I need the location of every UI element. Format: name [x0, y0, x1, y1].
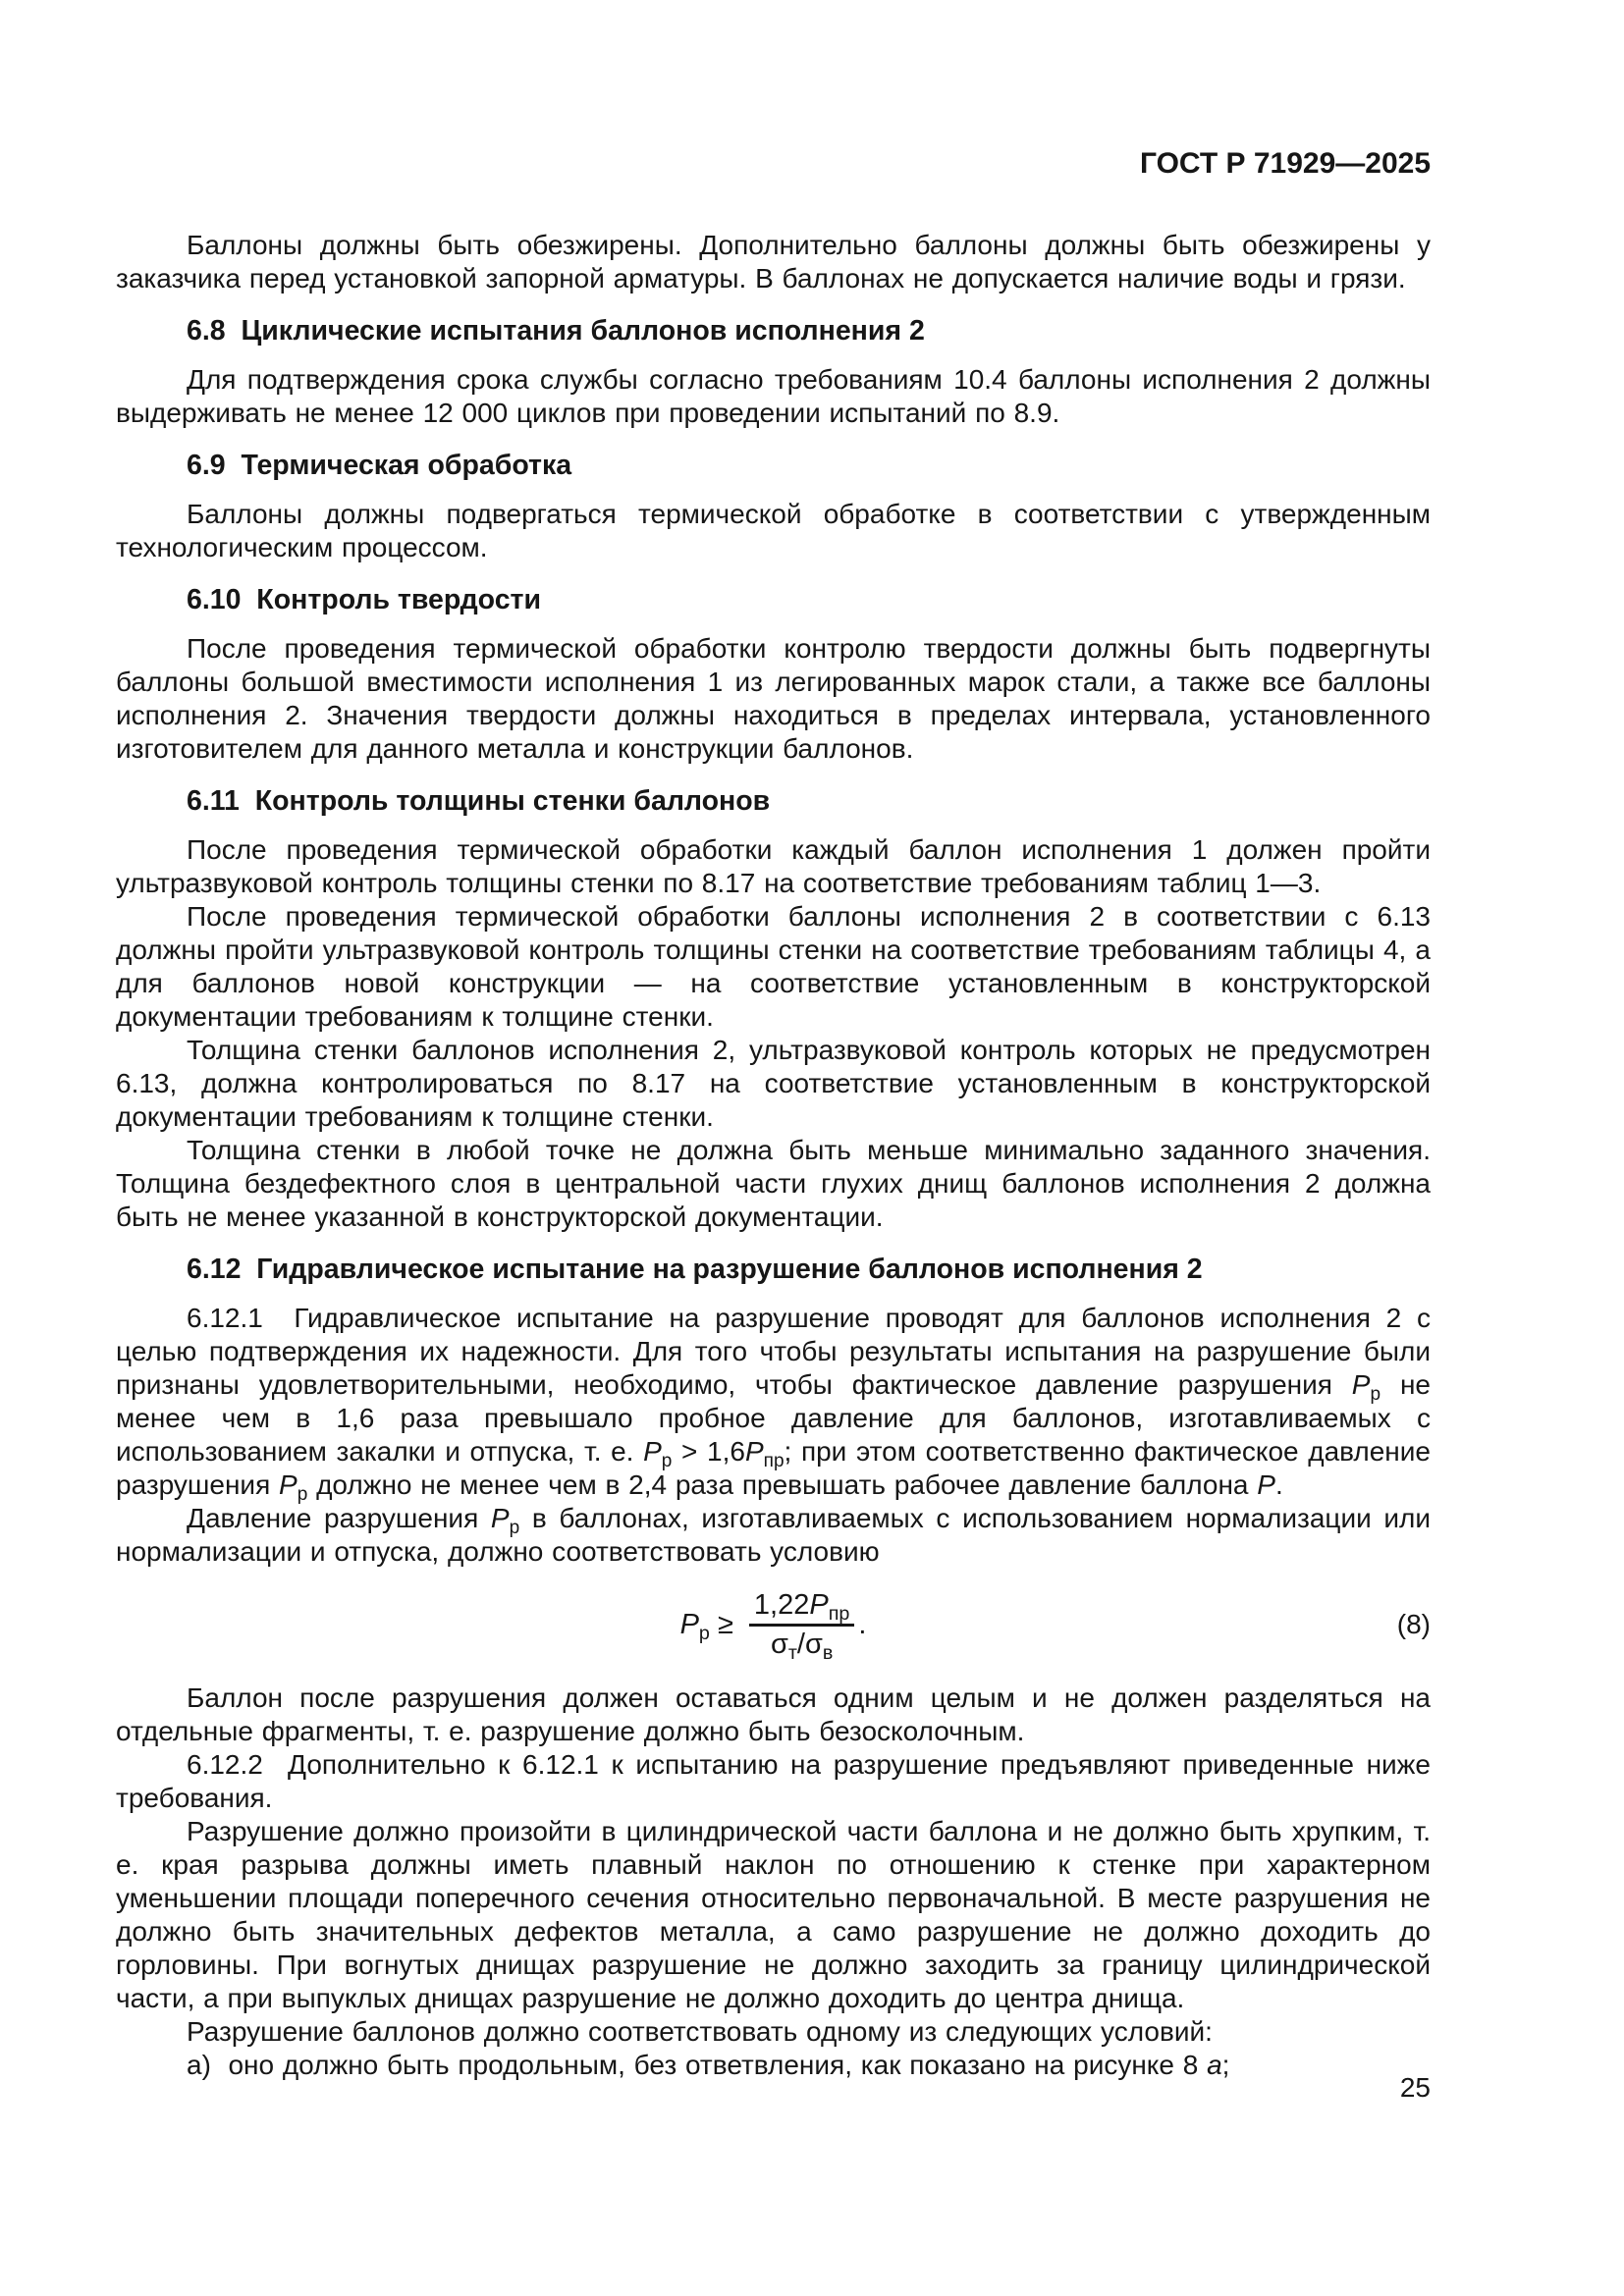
paragraph-cyclic-tests: Для подтверждения срока службы согласно требованиям 10.4 баллоны исполнения 2 должны выдерживать не менее 12 000 циклов при проведении испытаний по 8.9.	[116, 364, 1431, 428]
paragraph-wall-thickness-4: Толщина стенки в любой точке не должна быть меньше минимально заданного значения. Толщина бездефектного слоя в центральной части глухих днищ баллонов исполнения 2 должна быть не менее указанной в конструкторской документации.	[116, 1135, 1431, 1232]
heading-6-12: 6.12 Гидравлическое испытание на разрушение баллонов исполнения 2	[187, 1254, 1203, 1285]
paragraph-wall-thickness-1: После проведения термической обработки каждый баллон исполнения 1 должен пройти ультразвуковой контроль толщины стенки по 8.17 на соответствие требованиям таблиц 1—3.	[116, 834, 1431, 898]
heading-6-8: 6.8 Циклические испытания баллонов исполнения 2	[187, 315, 925, 347]
formula-numerator: $1,22P_{пр}$	[749, 1589, 854, 1627]
formula-expression	[679, 1589, 867, 1664]
page-number: 25	[1399, 2072, 1431, 2103]
paragraph-degreasing: Баллоны должны быть обезжирены. Дополнительно баллоны должны быть обезжирены у заказчика перед установкой запорной арматуры. В баллонах не допускается наличие воды и грязи.	[116, 230, 1431, 294]
paragraph-no-fragments: Баллон после разрушения должен оставаться одним целым и не должен разделяться на отдельные фрагменты, т. е. разрушение должно быть безосколочным.	[116, 1682, 1431, 1746]
list-item-a: а) оно должно быть продольным, без ответвления, как показано на рисунке 8 а;	[187, 2050, 1230, 2080]
formula-8	[116, 1581, 1431, 1668]
paragraph-burst-pressure-condition: Давление разрушения $P_р$ в баллонах, изготавливаемых с использованием нормализации или нормализации и отпуска, должно соответствовать условию	[116, 1503, 1432, 1567]
paragraph-wall-thickness-2: После проведения термической обработки баллоны исполнения 2 в соответствии с 6.13 должны пройти ультразвуковой контроль толщины стенки на соответствие требованиям таблицы 4, а для баллонов новой конструкции — на соответствие установленным в конструкторской документации требованиям к толщине стенки.	[116, 901, 1431, 1032]
formula-fraction	[749, 1589, 854, 1664]
heading-6-10: 6.10 Контроль твердости	[187, 584, 542, 615]
paragraph-rupture-conditions-intro: Разрушение баллонов должно соответствовать одному из следующих условий:	[187, 2016, 1213, 2047]
paragraph-heat-treatment: Баллоны должны подвергаться термической обработке в соответствии с утвержденным технологическим процессом.	[116, 499, 1431, 562]
formula-left-side: $P_р$ ≥	[679, 1609, 741, 1644]
paragraph-6-12-2-requirements: 6.12.2 Дополнительно к 6.12.1 к испытанию на разрушение предъявляют приведенные ниже требования.	[116, 1749, 1431, 1813]
formula-denominator: $\sigma_т/\sigma_в$	[770, 1629, 834, 1664]
paragraph-6-12-1-burst-test: 6.12.1 Гидравлическое испытание на разрушение проводят для баллонов исполнения 2 с целью подтверждения их надежности. Для того чтобы результаты испытания на разрушение были признаны удовлетворительными, необходимо, чтобы фактическое давление разрушения $P_р$ не менее чем в 1,6 раза превышало пробное давление для баллонов, изготавливаемых с использованием закалки и отпуска, т. е. $P_р > 1,6P_{пр}$; при этом соответственно фактическое давление разрушения $P_р$ должно не менее чем в 2,4 раза превышать рабочее давление баллона P.	[116, 1303, 1431, 1505]
heading-6-9: 6.9 Термическая обработка	[187, 450, 572, 481]
heading-6-11: 6.11 Контроль толщины стенки баллонов	[187, 785, 771, 817]
document-body	[116, 229, 1431, 2082]
formula-period: .	[858, 1609, 867, 1640]
formula-number: (8)	[1396, 1609, 1431, 1639]
paragraph-hardness-control: После проведения термической обработки контролю твердости должны быть подвергнуты баллоны большой вместимости исполнения 1 из легированных марок стали, а также все баллоны исполнения 2. Значения твердости должны находиться в пределах интервала, установленного изготовителем для данного металла и конструкции баллонов.	[116, 633, 1431, 764]
document-header-standard-number: ГОСТ Р 71929—2025	[1139, 147, 1431, 180]
paragraph-wall-thickness-3: Толщина стенки баллонов исполнения 2, ультразвуковой контроль которых не предусмотрен 6.13, должна контролироваться по 8.17 на соответствие установленным в конструкторской документации требованиям к толщине стенки.	[116, 1035, 1431, 1132]
paragraph-rupture-description: Разрушение должно произойти в цилиндрической части баллона и не должно быть хрупким, т. е. края разрыва должны иметь плавный наклон по отношению к стенке при характерном уменьшении площади поперечного сечения относительно первоначальной. В месте разрушения не должно быть значительных дефектов металла, а само разрушение не должно доходить до горловины. При вогнутых днищах разрушение не должно заходить за границу цилиндрической части, а при выпуклых днищах разрушение не должно доходить до центра днища.	[116, 1816, 1431, 2013]
